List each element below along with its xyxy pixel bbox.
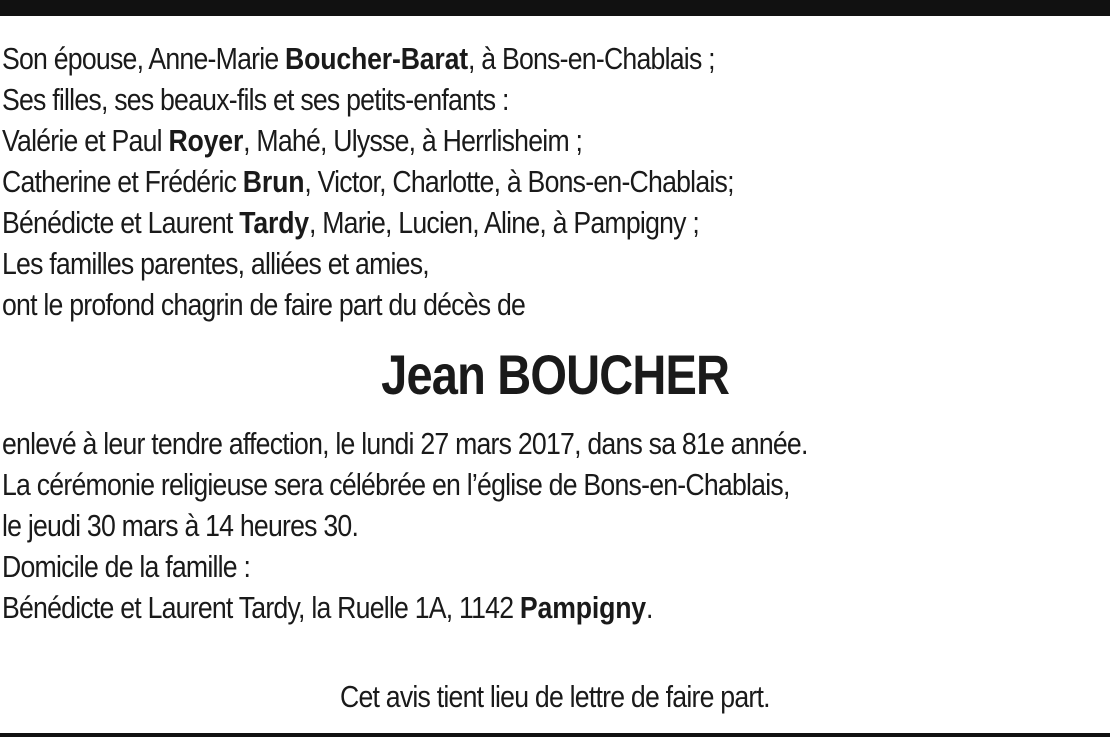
line-text: Valérie et Paul	[2, 123, 169, 158]
line-text: Bénédicte et Laurent	[2, 205, 240, 240]
detail-line-3	[2, 505, 953, 546]
closing-statement	[0, 676, 1110, 717]
family-surname: Royer	[168, 123, 244, 158]
line-text: Ses filles, ses beaux-fils et ses petits-enfants :	[2, 82, 509, 117]
family-surname: Tardy	[239, 205, 309, 240]
line-text: .	[645, 590, 653, 625]
line-text: , Marie, Lucien, Aline, à Pampigny ;	[308, 205, 700, 240]
line-text: Catherine et Frédéric	[2, 164, 243, 199]
deceased-name	[2, 333, 1108, 417]
detail-line-2	[2, 464, 953, 505]
family-line-3	[2, 120, 953, 161]
line-text: , à Bons-en-Chablais ;	[468, 41, 715, 76]
family-line-5	[2, 202, 953, 243]
family-line-1	[2, 38, 953, 79]
line-text: Bénédicte et Laurent Tardy, la Ruelle 1A, 1142	[2, 590, 520, 625]
line-text: Domicile de la famille :	[2, 549, 251, 584]
line-text: La cérémonie religieuse sera célébrée en l’église de Bons-en-Chablais,	[2, 467, 790, 502]
family-line-6	[2, 243, 953, 284]
detail-line-1	[2, 423, 953, 464]
family-surname: Boucher-Barat	[285, 41, 469, 76]
top-border-rule	[0, 0, 1110, 16]
family-surname: Brun	[242, 164, 305, 199]
detail-line-5	[2, 587, 953, 628]
deceased-name-text: Jean BOUCHER	[380, 343, 730, 406]
line-text: , Mahé, Ulysse, à Herrlisheim ;	[243, 123, 583, 158]
town-name: Pampigny	[519, 590, 646, 625]
line-text: Les familles parentes, alliées et amies,	[2, 246, 429, 281]
line-text: ont le profond chagrin de faire part du décès de	[2, 287, 526, 322]
line-text: enlevé à leur tendre affection, le lundi 27 mars 2017, dans sa 81e année.	[2, 426, 808, 461]
closing-text: Cet avis tient lieu de lettre de faire part.	[340, 679, 770, 714]
line-text: le jeudi 30 mars à 14 heures 30.	[2, 508, 359, 543]
detail-line-4	[2, 546, 953, 587]
death-notice	[2, 38, 1108, 628]
family-line-4	[2, 161, 953, 202]
line-text: Son épouse, Anne-Marie	[2, 41, 286, 76]
family-line-7	[2, 284, 953, 325]
bottom-border-rule	[0, 733, 1110, 737]
line-text: , Victor, Charlotte, à Bons-en-Chablais;	[304, 164, 734, 199]
family-line-2	[2, 79, 953, 120]
